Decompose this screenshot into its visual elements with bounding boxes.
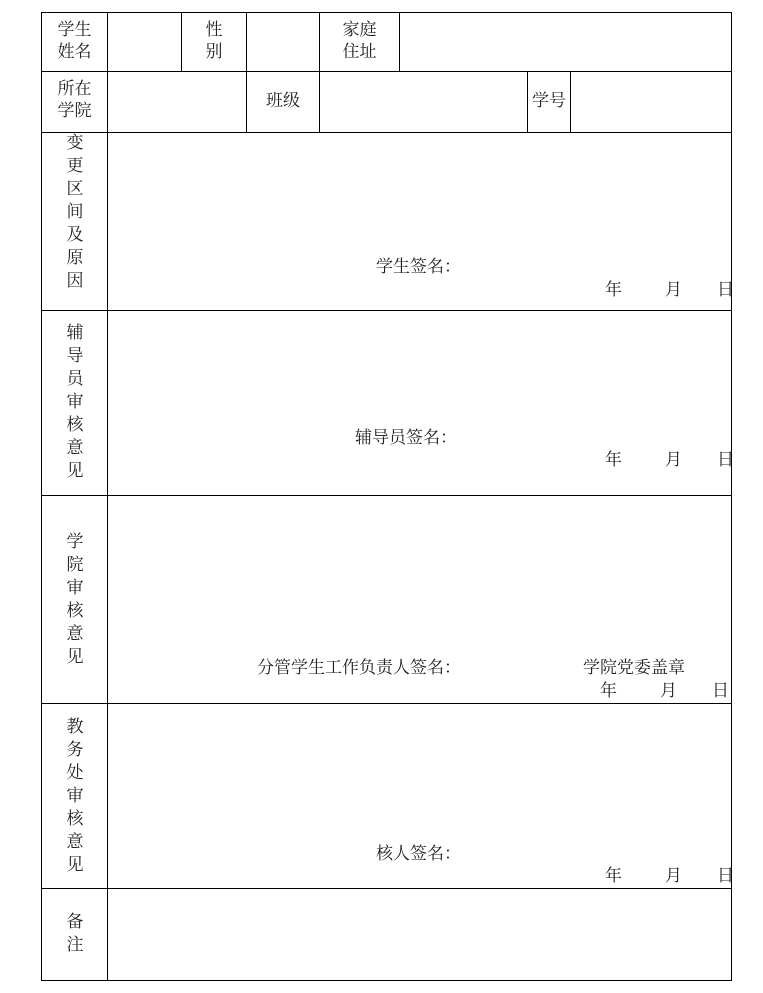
change-date [605,279,734,301]
date-month: 月 [665,450,682,470]
academic-affairs-review-label: 教 务 处 审 核 意 见 [66,717,84,875]
change-reason-label: 变 更 区 间 及 原 因 [66,133,84,291]
counselor-signature-label: 辅导员签名： [355,428,457,448]
class-field[interactable] [320,72,527,132]
class-label: 班级 [266,91,300,111]
date-year: 年 [605,450,622,470]
home-address-field[interactable] [400,13,731,71]
college-date [600,680,729,702]
date-year: 年 [605,280,622,300]
gender-field[interactable] [247,13,319,71]
date-year: 年 [600,681,617,701]
college-party-stamp-label: 学院党委盖章 [583,658,685,678]
remarks-field[interactable] [108,889,731,980]
student-id-field[interactable] [571,72,731,132]
date-day: 日 [717,280,734,300]
counselor-review-label: 辅 导 员 审 核 意 见 [66,323,84,481]
date-day: 日 [717,866,734,886]
academic-date [605,865,734,887]
student-id-label: 学号 [532,91,566,111]
gender-label: 性 别 [205,20,223,62]
student-change-form [41,12,732,981]
date-year: 年 [605,866,622,886]
student-name-label: 学生 姓名 [57,20,92,62]
counselor-date [605,449,734,471]
home-address-label: 家庭 住址 [342,20,377,62]
college-label: 所在 学院 [57,79,92,121]
verifier-signature-label: 核人签名： [376,844,461,864]
college-review-label: 学 院 审 核 意 见 [66,532,84,667]
college-official-signature-label: 分管学生工作负责人签名： [257,658,461,678]
date-month: 月 [665,866,682,886]
student-name-field[interactable] [108,13,181,71]
date-day: 日 [712,681,729,701]
date-month: 月 [660,681,677,701]
student-signature-label: 学生签名： [376,257,461,277]
date-day: 日 [717,450,734,470]
date-month: 月 [665,280,682,300]
remarks-label: 备 注 [66,912,84,955]
college-field[interactable] [108,72,246,132]
